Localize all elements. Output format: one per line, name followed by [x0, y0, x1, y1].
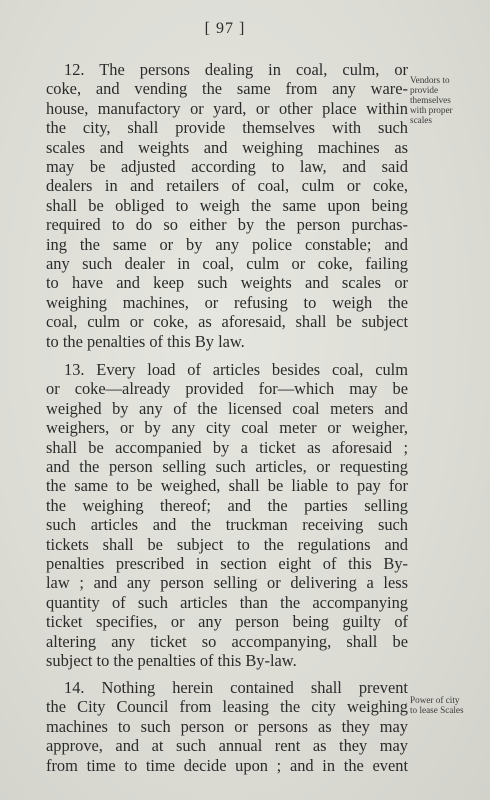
text-line: required to do so either by the person purchas-: [46, 215, 408, 235]
margin-note-line: Vendors to: [410, 75, 450, 85]
margin-note-vendors: [410, 75, 486, 125]
text-line: weighers, or by any city coal meter or weigher,: [46, 418, 408, 438]
text-line: such articles and the truckman receiving such: [46, 515, 408, 535]
text-line: any such dealer in coal, culm or coke, failing: [46, 254, 408, 274]
text-line: 12. The persons dealing in coal, culm, or: [64, 60, 408, 79]
text-line: quantity of such articles than the accompanying: [46, 592, 408, 612]
paragraph-12: [46, 60, 408, 351]
text-line: the city, shall provide themselves with such: [46, 118, 408, 138]
text-line: 14. Nothing herein contained shall prevent: [64, 678, 408, 697]
margin-note-power: [410, 695, 486, 715]
margin-note-line: with proper: [410, 105, 453, 115]
paragraph-14: [46, 678, 408, 775]
text-line: altering any ticket so accompanying, shall be: [46, 631, 408, 651]
margin-note-line: Power of city: [410, 695, 460, 705]
text-line: the City Council from leasing the city weighing: [46, 697, 408, 717]
text-line: to have and keep such weights and scales or: [46, 273, 408, 293]
text-line: scales and weights and weighing machines as: [46, 137, 408, 157]
text-line: shall be obliged to weigh the same upon being: [46, 195, 408, 215]
text-line: weighed by any of the licensed coal meters and: [46, 398, 408, 418]
text-line: approve, and at such annual rent as they may: [46, 736, 408, 756]
text-line: to the penalties of this By law.: [46, 331, 245, 351]
paragraph-13: [46, 360, 408, 671]
text-line: shall be accompanied by a ticket as aforesaid ;: [46, 437, 408, 457]
section-13: [46, 360, 408, 671]
text-line: 13. Every load of articles besides coal, culm: [64, 360, 408, 379]
text-line: ticket specifies, or any person being guilty of: [46, 612, 408, 632]
text-line: machines to such person or persons as they may: [46, 716, 408, 736]
text-line: the weighing thereof; and the parties selling: [46, 495, 408, 515]
text-line: the same to be weighed, shall be liable to pay for: [46, 476, 408, 496]
margin-note-line: themselves: [410, 95, 451, 105]
text-line: from time to time decide upon ; and in the event: [46, 755, 408, 775]
text-line: or coke—already provided for—which may be: [46, 379, 408, 399]
text-line: coke, and vending the same from any ware-: [46, 79, 408, 99]
section-12: [46, 60, 408, 351]
margin-note-line: scales: [410, 115, 432, 125]
text-line: subject to the penalties of this By-law.: [46, 651, 297, 671]
text-line: weighing machines, or refusing to weigh the: [46, 292, 408, 312]
text-line: ing the same or by any police constable; and: [46, 234, 408, 254]
margin-note-line: to lease Scales: [410, 705, 464, 715]
text-line: may be adjusted according to law, and said: [46, 157, 408, 177]
text-line: dealers in and retailers of coal, culm or coke,: [46, 176, 408, 196]
text-line: and the person selling such articles, or requesting: [46, 457, 408, 477]
text-line: penalties prescribed in section eight of this By-: [46, 554, 408, 574]
text-line: law ; and any person selling or delivering a less: [46, 573, 408, 593]
text-line: coal, culm or coke, as aforesaid, shall be subject: [46, 312, 408, 332]
page-number: [ 97 ]: [204, 20, 246, 37]
section-14: [46, 678, 408, 775]
margin-note-line: provide: [410, 85, 439, 95]
text-line: tickets shall be subject to the regulations and: [46, 534, 408, 554]
text-line: house, manufactory or yard, or other place within: [46, 98, 408, 118]
